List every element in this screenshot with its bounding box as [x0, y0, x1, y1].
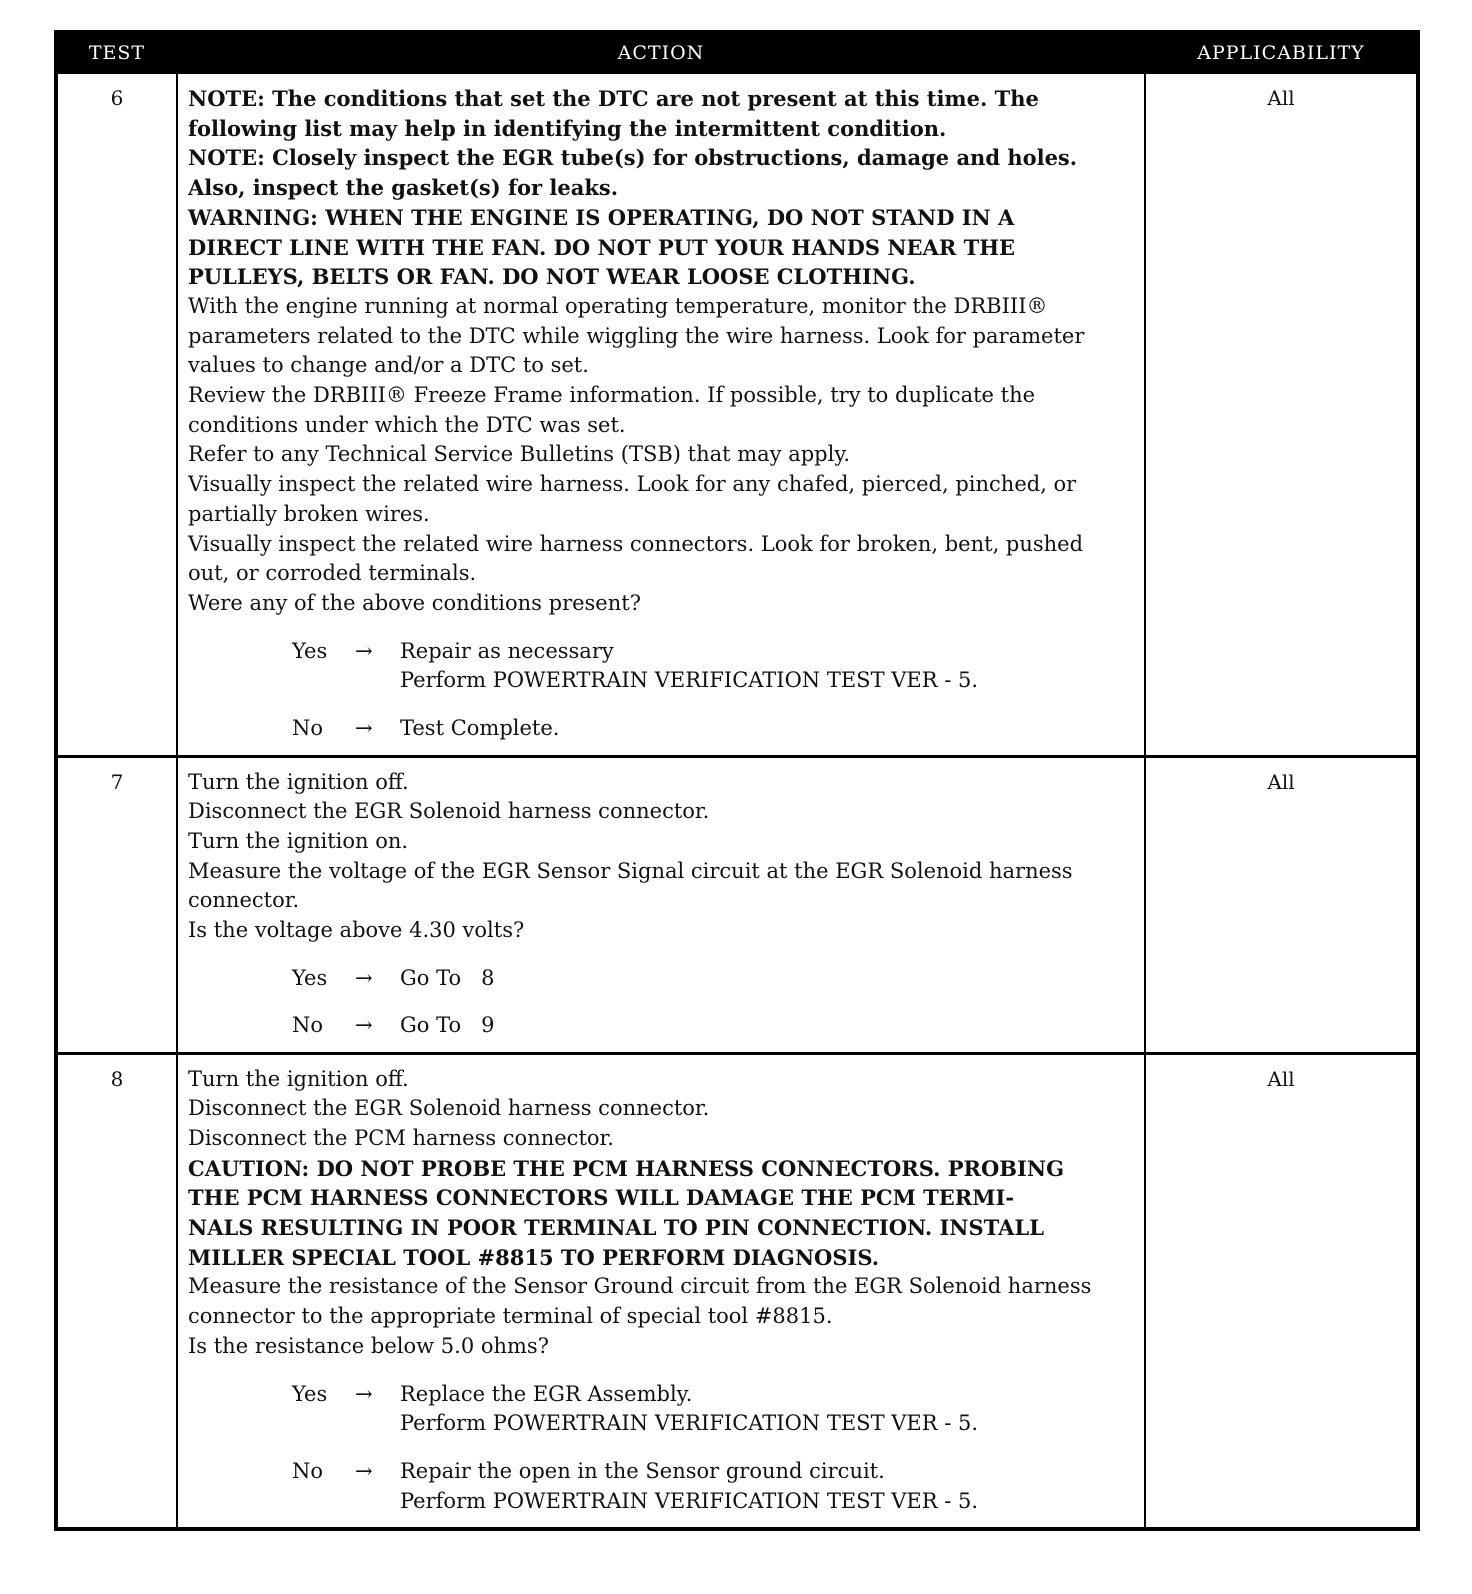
table-header	[56, 32, 1418, 73]
action-line: Review the DRBIII® Freeze Frame information. If possible, try to duplicate the	[188, 383, 1036, 408]
action-line: values to change and/or a DTC to set.	[188, 353, 589, 378]
action-line: NALS RESULTING IN POOR TERMINAL TO PIN CONNECTION. INSTALL	[188, 1215, 1044, 1241]
yes-result-verify: Perform POWERTRAIN VERIFICATION TEST VER - 5.	[400, 668, 979, 693]
header-test: TEST	[56, 32, 177, 73]
action-line: Visually inspect the related wire harness. Look for any chafed, pierced, pinched, or	[188, 472, 1077, 497]
yes-response	[188, 964, 1138, 994]
action-line: Disconnect the EGR Solenoid harness connector.	[188, 799, 710, 824]
action-line: Measure the resistance of the Sensor Ground circuit from the EGR Solenoid harness	[188, 1274, 1092, 1299]
action-cell	[177, 1053, 1145, 1529]
test-number: 6	[56, 73, 177, 756]
action-line: Disconnect the EGR Solenoid harness connector.	[188, 1096, 710, 1121]
applicability-cell: All	[1145, 73, 1418, 756]
arrow-icon: →	[355, 638, 373, 663]
yes-label: Yes	[292, 1381, 328, 1406]
no-label: No	[292, 1013, 324, 1038]
arrow-icon: →	[355, 1013, 373, 1038]
test-number: 8	[56, 1053, 177, 1529]
action-line: MILLER SPECIAL TOOL #8815 TO PERFORM DIAGNOSIS.	[188, 1244, 880, 1270]
action-line: NOTE: The conditions that set the DTC are not present at this time. The	[188, 86, 1039, 111]
table-row	[56, 1053, 1418, 1529]
action-line: Were any of the above conditions present?	[188, 590, 641, 615]
yes-result: Repair as necessary	[400, 638, 614, 663]
action-line: parameters related to the DTC while wiggling the wire harness. Look for parameter	[188, 323, 1085, 348]
table-row	[56, 756, 1418, 1053]
no-result: Test Complete.	[400, 716, 560, 741]
action-line: WARNING: WHEN THE ENGINE IS OPERATING, DO NOT STAND IN A	[188, 204, 1015, 230]
action-line: CAUTION: DO NOT PROBE THE PCM HARNESS CONNECTORS. PROBING	[188, 1155, 1065, 1181]
action-line: connector to the appropriate terminal of special tool #8815.	[188, 1304, 833, 1329]
action-line: Turn the ignition off.	[188, 1066, 409, 1091]
action-line: PULLEYS, BELTS OR FAN. DO NOT WEAR LOOSE CLOTHING.	[188, 264, 916, 290]
header-applicability: APPLICABILITY	[1145, 32, 1418, 73]
no-response	[188, 714, 1138, 744]
action-line: Refer to any Technical Service Bulletins (TSB) that may apply.	[188, 442, 851, 467]
yes-result: Go To 8	[400, 965, 495, 990]
action-line: Measure the voltage of the EGR Sensor Signal circuit at the EGR Solenoid harness	[188, 858, 1073, 883]
action-line: THE PCM HARNESS CONNECTORS WILL DAMAGE THE PCM TERMI-	[188, 1185, 1015, 1211]
action-line: Visually inspect the related wire harness connectors. Look for broken, bent, pushed	[188, 531, 1084, 556]
no-result: Repair the open in the Sensor ground circuit.	[400, 1458, 885, 1483]
arrow-icon: →	[355, 1458, 373, 1483]
no-label: No	[292, 1458, 324, 1483]
arrow-icon: →	[355, 965, 373, 990]
no-label: No	[292, 716, 324, 741]
applicability-cell: All	[1145, 756, 1418, 1053]
diagnostic-test-table	[54, 30, 1420, 1531]
action-line: following list may help in identifying the intermittent condition.	[188, 115, 947, 141]
action-line: DIRECT LINE WITH THE FAN. DO NOT PUT YOUR HANDS NEAR THE	[188, 234, 1016, 260]
arrow-icon: →	[355, 1381, 373, 1406]
no-result-verify: Perform POWERTRAIN VERIFICATION TEST VER - 5.	[400, 1488, 979, 1513]
yes-result-verify: Perform POWERTRAIN VERIFICATION TEST VER - 5.	[400, 1411, 979, 1436]
action-line: connector.	[188, 888, 300, 913]
action-cell	[177, 73, 1145, 756]
action-line: Is the voltage above 4.30 volts?	[188, 918, 525, 943]
no-result: Go To 9	[400, 1013, 495, 1038]
action-line: Disconnect the PCM harness connector.	[188, 1125, 614, 1150]
yes-result: Replace the EGR Assembly.	[400, 1381, 693, 1406]
action-line: partially broken wires.	[188, 501, 430, 526]
action-line: Turn the ignition on.	[188, 828, 409, 853]
action-line: Turn the ignition off.	[188, 769, 409, 794]
header-action: ACTION	[177, 32, 1145, 73]
action-line: out, or corroded terminals.	[188, 561, 477, 586]
applicability-cell: All	[1145, 1053, 1418, 1529]
test-number: 7	[56, 756, 177, 1053]
arrow-icon: →	[355, 716, 373, 741]
action-line: Is the resistance below 5.0 ohms?	[188, 1333, 549, 1358]
yes-label: Yes	[292, 638, 328, 663]
action-line: With the engine running at normal operating temperature, monitor the DRBIII®	[188, 293, 1048, 318]
yes-response	[188, 637, 1138, 696]
yes-label: Yes	[292, 965, 328, 990]
yes-response	[188, 1380, 1138, 1439]
table-row	[56, 73, 1418, 756]
no-response	[188, 1011, 1138, 1041]
action-line: Also, inspect the gasket(s) for leaks.	[188, 175, 619, 201]
action-cell	[177, 756, 1145, 1053]
action-line: conditions under which the DTC was set.	[188, 412, 626, 437]
no-response	[188, 1457, 1138, 1516]
action-line: NOTE: Closely inspect the EGR tube(s) for obstructions, damage and holes.	[188, 145, 1078, 171]
